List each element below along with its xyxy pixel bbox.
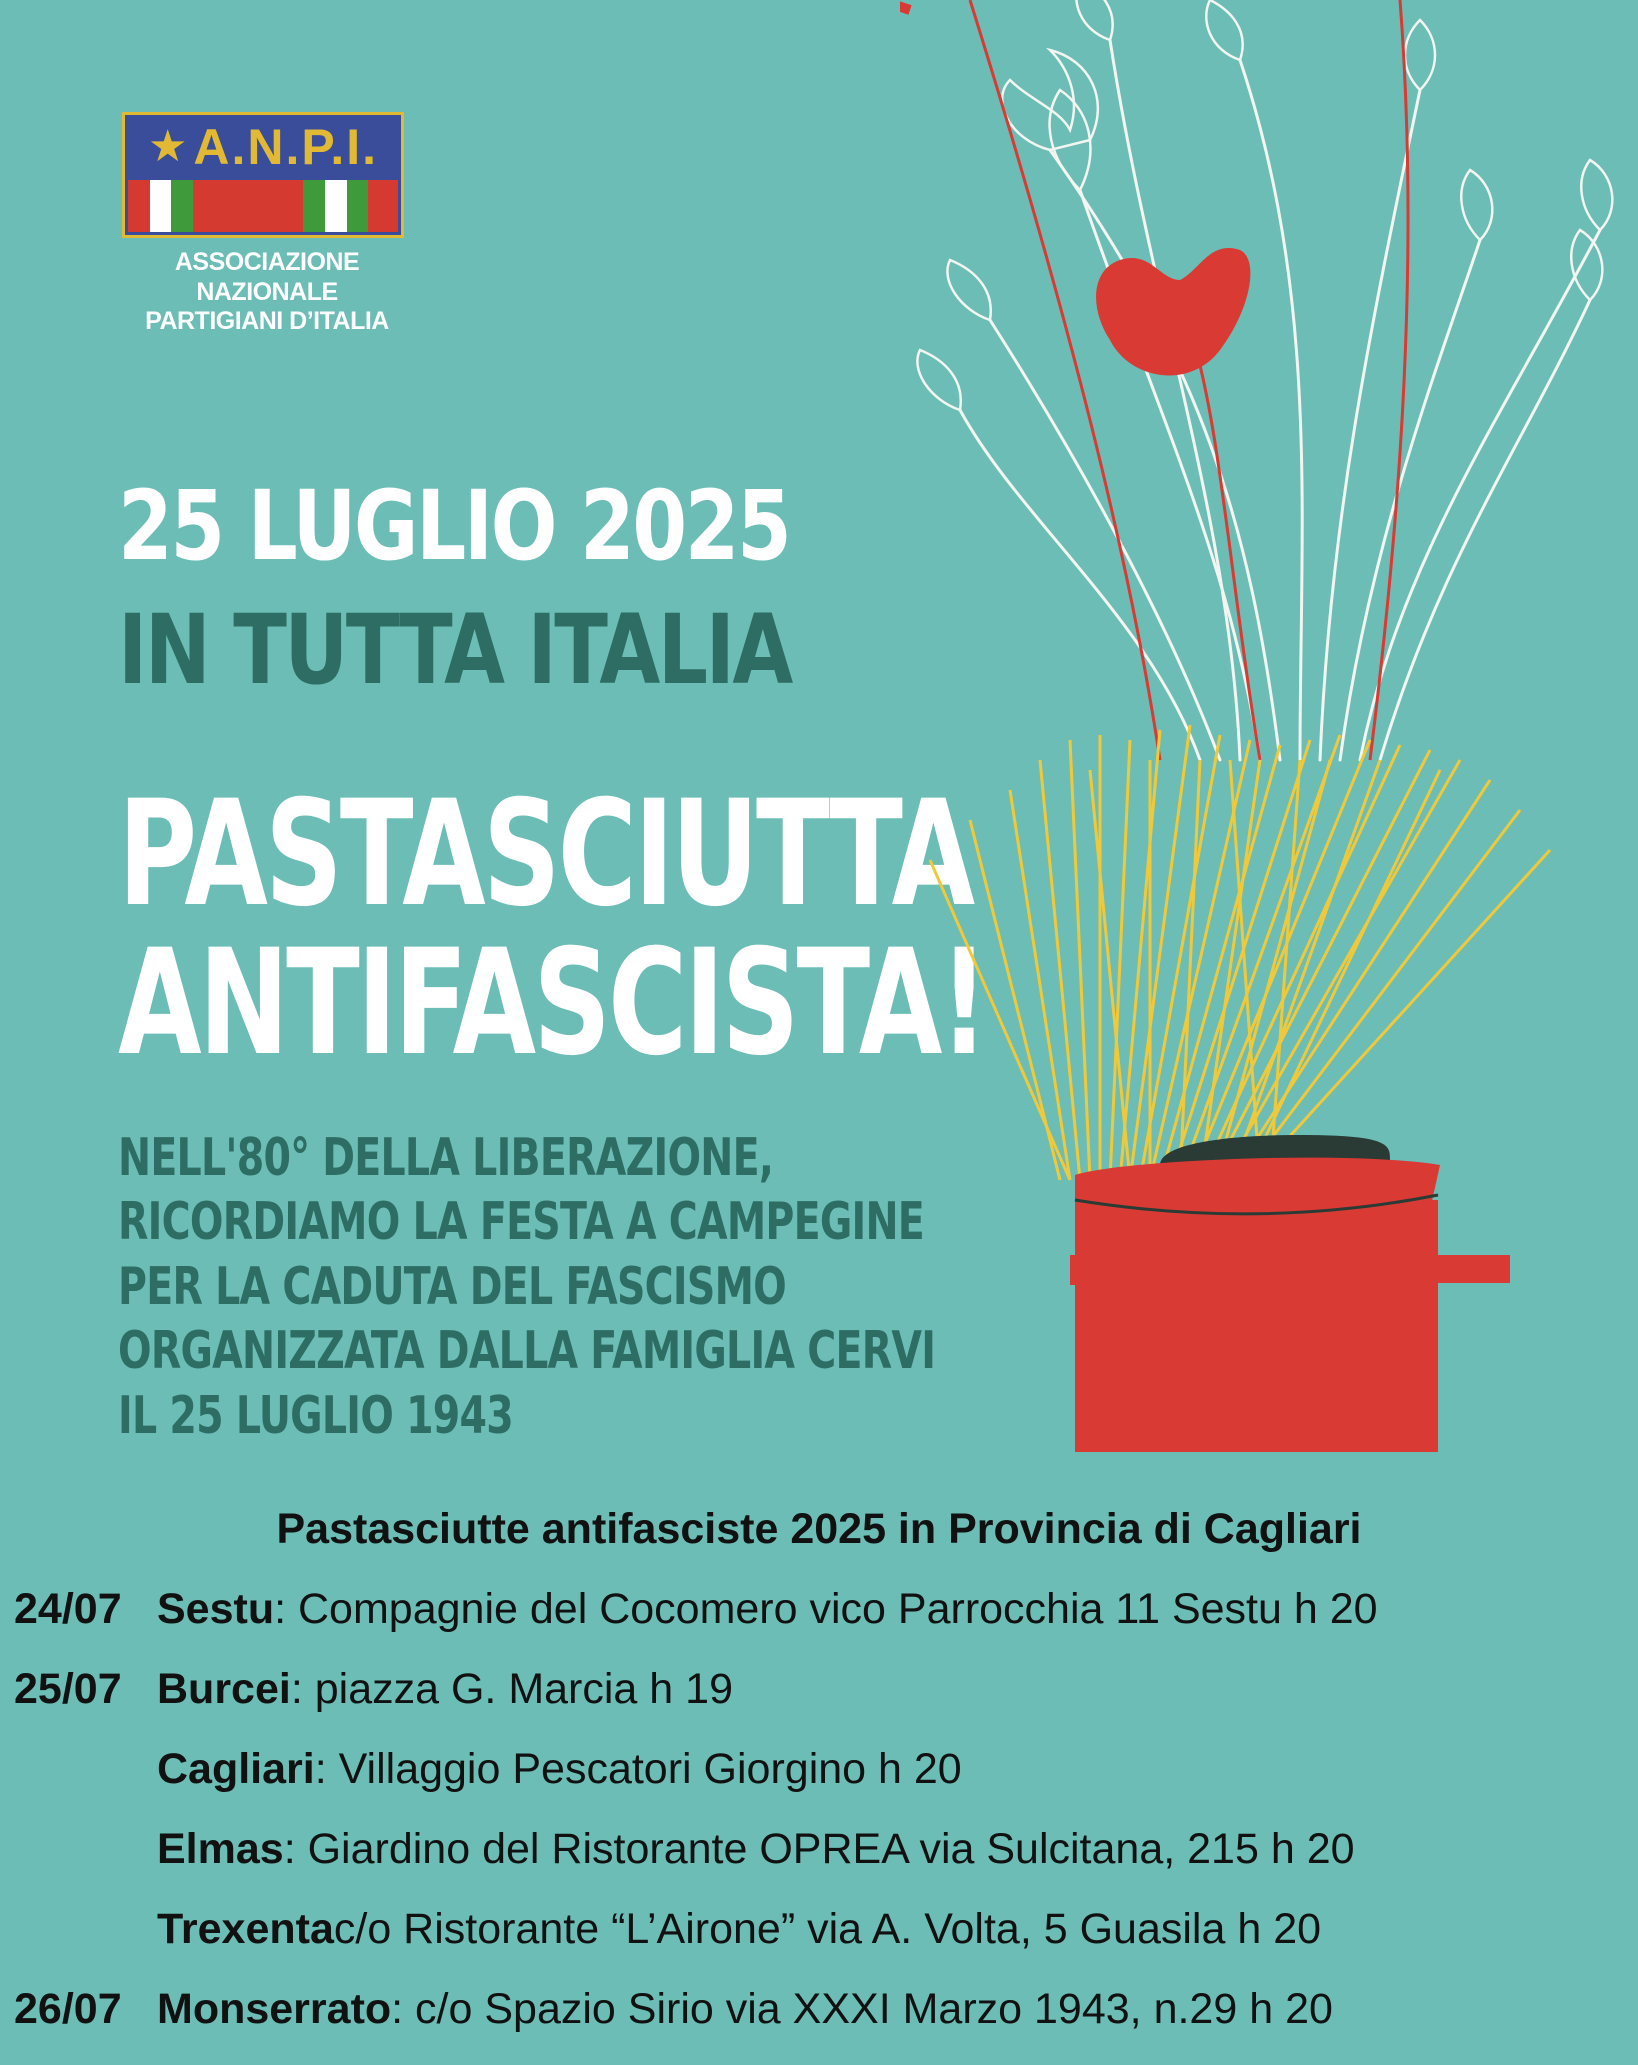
red-flower-tip — [900, 0, 910, 10]
event-date: 26/07 — [14, 1985, 122, 2033]
event-date: 25/07 — [14, 1665, 122, 1713]
main-title-line1: PASTASCIUTTA — [118, 769, 973, 939]
white-flower-heads — [917, 0, 1612, 410]
events-list — [14, 1585, 1624, 2065]
event-date-heading: 25 LUGLIO 2025 — [118, 470, 790, 582]
event-detail: : Villaggio Pescatori Giorgino h 20 — [314, 1745, 962, 1793]
subtitle-line: ORGANIZZATA DALLA FAMIGLIA CERVI — [118, 1321, 936, 1382]
list-item — [14, 1665, 1624, 1745]
subtitle-line: IL 25 LUGLIO 1943 — [118, 1385, 514, 1446]
subtitle-line: NELL'80° DELLA LIBERAZIONE, — [118, 1128, 774, 1188]
spaghetti-bundle — [930, 725, 1550, 1180]
subtitle-line: RICORDIAMO LA FESTA A CAMPEGINE — [118, 1192, 925, 1253]
anpi-logo — [122, 112, 412, 337]
main-title — [118, 769, 986, 1088]
main-title-line2: ANTIFASCISTA! — [118, 917, 986, 1088]
red-flower — [970, 0, 1408, 760]
anpi-logo-emblem — [122, 112, 404, 238]
red-pot — [1070, 1135, 1510, 1452]
logo-flag-stripes — [128, 180, 398, 232]
event-date: 24/07 — [14, 1585, 122, 1633]
list-item — [14, 1825, 1624, 1905]
event-location-heading: IN TUTTA ITALIA — [118, 594, 791, 706]
list-item — [14, 1985, 1624, 2065]
list-item — [14, 1745, 1624, 1825]
event-place: Elmas — [157, 1825, 284, 1873]
event-detail: : Compagnie del Cocomero vico Parrocchia 11 Sestu h 20 — [274, 1585, 1378, 1633]
logo-caption-line1: ASSOCIAZIONE NAZIONALE — [174, 248, 360, 306]
event-detail: : Giardino del Ristorante OPREA via Sulcitana, 215 h 20 — [283, 1825, 1355, 1873]
logo-caption — [122, 248, 412, 337]
subtitle-line: PER LA CADUTA DEL FASCISMO — [118, 1256, 786, 1317]
list-item — [14, 1585, 1624, 1665]
logo-caption-line2: PARTIGIANI D’ITALIA — [145, 307, 389, 335]
star-icon: ★ — [147, 122, 188, 171]
event-place: Trexenta — [157, 1905, 334, 1953]
event-detail: : piazza G. Marcia h 19 — [290, 1665, 733, 1713]
event-place: Monserrato — [157, 1985, 392, 2033]
red-poppy-icon — [1096, 248, 1250, 375]
pasta-pot-with-flowers-illustration — [900, 0, 1638, 1452]
event-place: Sestu — [157, 1585, 275, 1633]
events-title: Pastasciutte antifasciste 2025 in Provincia di Cagliari — [276, 1505, 1362, 1553]
event-detail: c/o Ristorante “L’Airone” via A. Volta, 5 Guasila h 20 — [333, 1905, 1322, 1953]
logo-acronym: A.N.P.I. — [193, 119, 379, 175]
event-place: Cagliari — [157, 1745, 315, 1793]
list-item — [14, 1905, 1624, 1985]
event-detail: : c/o Spazio Sirio via XXXI Marzo 1943, n.29 h 20 — [391, 1985, 1333, 2033]
subtitle-block — [118, 1126, 935, 1448]
event-place: Burcei — [157, 1665, 291, 1713]
